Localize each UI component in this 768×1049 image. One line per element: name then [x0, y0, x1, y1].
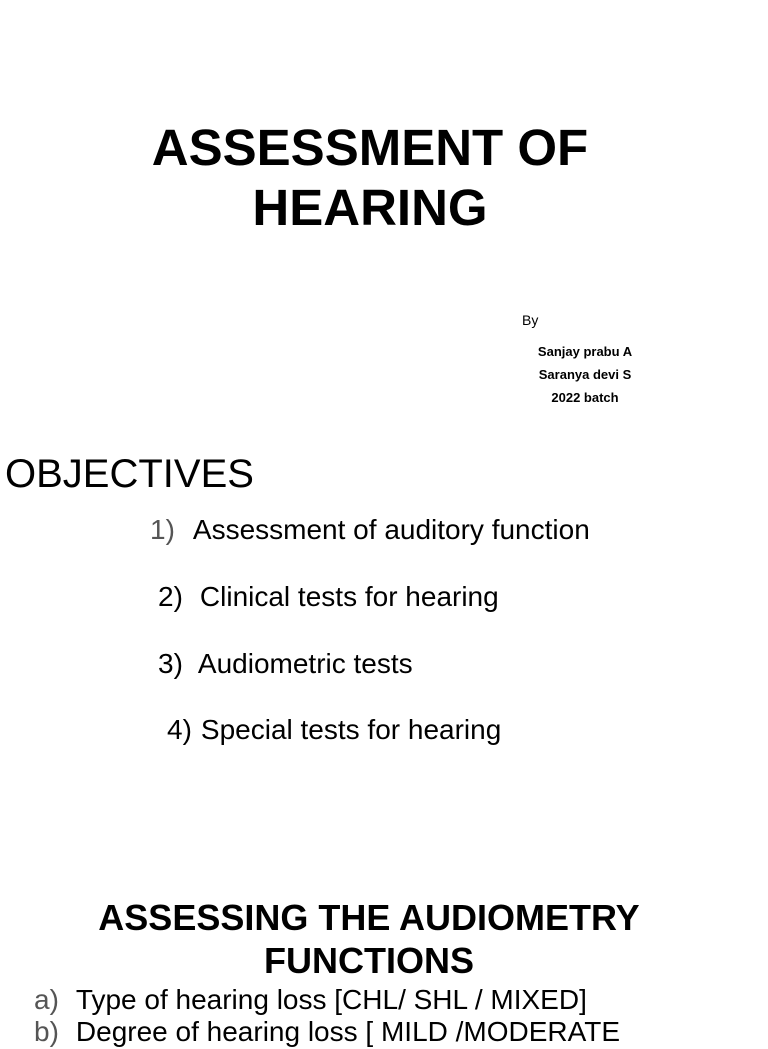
heading-line-1: ASSESSING THE AUDIOMETRY	[98, 897, 640, 938]
objective-number: 3)	[158, 648, 183, 679]
objectives-heading: OBJECTIVES	[5, 452, 254, 496]
batch-label: 2022 batch	[551, 390, 619, 405]
heading-line-2: FUNCTIONS	[264, 940, 474, 981]
objective-item	[158, 647, 413, 681]
objectives-slide	[0, 430, 768, 860]
objective-item	[150, 513, 590, 547]
title-slide	[0, 0, 768, 430]
objective-text: Clinical tests for hearing	[199, 581, 499, 612]
list-marker: a)	[34, 984, 59, 1015]
list-text: Degree of hearing loss [ MILD /MODERATE	[75, 1016, 621, 1047]
objective-item	[158, 580, 499, 614]
title-line-2: HEARING	[252, 179, 488, 236]
author-name: Saranya devi S	[538, 367, 632, 382]
list-marker: b)	[34, 1016, 59, 1047]
objective-text: Audiometric tests	[197, 648, 413, 679]
by-label: By	[522, 312, 539, 328]
objective-item	[167, 713, 501, 747]
presentation-title	[0, 118, 740, 238]
audiometry-slide	[0, 860, 768, 1047]
objective-number: 4)	[167, 714, 192, 745]
author-name: Sanjay prabu A	[537, 344, 633, 359]
list-item	[34, 1015, 620, 1049]
objective-text: Assessment of auditory function	[192, 514, 590, 545]
objective-text: Special tests for hearing	[200, 714, 502, 745]
list-item	[34, 983, 587, 1017]
objective-number: 2)	[158, 581, 183, 612]
title-line-1: ASSESSMENT OF	[151, 119, 589, 176]
list-text: Type of hearing loss [CHL/ SHL / MIXED]	[75, 984, 587, 1015]
audiometry-heading	[0, 896, 738, 982]
objective-number: 1)	[150, 514, 175, 545]
